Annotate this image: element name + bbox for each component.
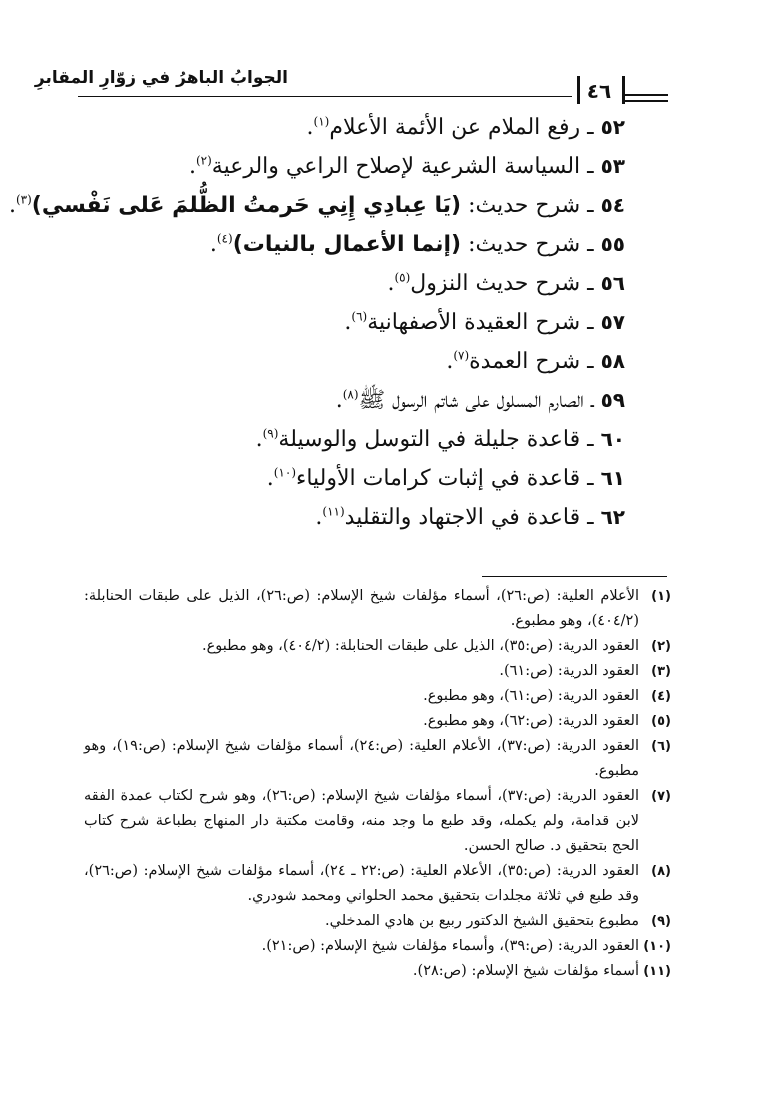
footnote-number: (١١) xyxy=(643,964,671,979)
hadith-text: (إنما الأعمال بالنيات) xyxy=(232,232,462,257)
footnote-number: (٢) xyxy=(651,639,671,654)
footnote xyxy=(84,584,671,634)
list-item: ٦٢ ـ قاعدة في الاجتهاد والتقليد$^{(١١)}$. xyxy=(315,504,625,530)
list-item: ٥٢ ـ رفع الملام عن الأئمة الأعلام$^{(١)}$. xyxy=(306,114,625,140)
footnote-number: (٨) xyxy=(651,864,671,879)
footnote-ref: (١) xyxy=(313,114,330,129)
footnotes xyxy=(84,584,671,984)
list-item: ٦٠ ـ قاعدة جليلة في التوسل والوسيلة$^{(٩)}$. xyxy=(255,426,625,452)
item-title: شرح حديث النزول xyxy=(410,271,581,296)
footnote-number: (٣) xyxy=(651,664,671,679)
item-title: شرح حديث: xyxy=(461,232,581,257)
footnote-text: العقود الدرية: (ص:٣٩)، وأسماء مؤلفات شيخ الإسلام: (ص:٢١). xyxy=(261,938,639,954)
footnote-number: (٤) xyxy=(651,689,671,704)
list-item: ٥٦ ـ شرح حديث النزول$^{(٥)}$. xyxy=(387,270,625,296)
footnote-number: (١) xyxy=(651,589,671,604)
item-number: ٥٤ xyxy=(600,193,625,217)
footnote-text: العقود الدرية: (ص:٣٥)، الذيل على طبقات الحنابلة: (٤٠٤/٢)، وهو مطبوع. xyxy=(202,638,639,654)
item-title: قاعدة في الاجتهاد والتقليد xyxy=(344,505,581,530)
list-item: ٥٨ ـ شرح العمدة$^{(٧)}$. xyxy=(446,348,625,374)
item-number: ٥٢ xyxy=(600,115,625,139)
item-number: ٦٢ xyxy=(600,505,625,529)
footnote-ref: (٦) xyxy=(351,309,368,324)
footnote-number: (١٠) xyxy=(643,939,671,954)
list-item: ٦١ ـ قاعدة في إثبات كرامات الأولياء$^{(١٠)}$. xyxy=(266,465,625,491)
footnote-ref: (٧) xyxy=(453,348,470,363)
item-title: السياسة الشرعية لإصلاح الراعي والرعية xyxy=(211,154,581,179)
list-item: ٥٩ ـ الصارم المسلول على شاتم الرسول ﷺ$^{(٨)}$. xyxy=(335,387,625,413)
footnote-text: العقود الدرية: (ص:٦١)، وهو مطبوع. xyxy=(423,688,639,704)
footnote xyxy=(84,684,671,709)
footnote-number: (٥) xyxy=(651,714,671,729)
footnote-ref: (٨) xyxy=(342,387,359,402)
footnote-text: الأعلام العلية: (ص:٢٦)، أسماء مؤلفات شيخ الإسلام: (ص:٢٦)، الذيل على طبقات الحنابلة: (٤٠٤/٢)، وهو مطبوع. xyxy=(84,588,639,629)
item-title: رفع الملام عن الأئمة الأعلام xyxy=(329,115,581,140)
book-list xyxy=(8,108,625,537)
footnote-text: العقود الدرية: (ص:٣٧)، الأعلام العلية: (ص:٢٤)، أسماء مؤلفات شيخ الإسلام: (ص:١٩)، وهو مطبوع. xyxy=(84,738,639,779)
footnote-separator xyxy=(482,576,667,577)
footnote-ref: (٢) xyxy=(195,153,212,168)
item-title: الصارم المسلول على شاتم الرسول ﷺ xyxy=(358,388,584,413)
item-number: ٥٦ xyxy=(600,271,625,295)
footnote xyxy=(84,859,671,909)
page-header xyxy=(0,0,757,110)
footnote xyxy=(84,634,671,659)
footnote-ref: (٩) xyxy=(262,426,279,441)
item-number: ٥٧ xyxy=(600,310,625,334)
footnote-number: (٩) xyxy=(651,914,671,929)
footnote-ref: (١١) xyxy=(322,504,345,519)
header-rule-left xyxy=(78,96,572,97)
item-title: شرح حديث: xyxy=(461,193,581,218)
footnote-text: العقود الدرية: (ص:٣٧)، أسماء مؤلفات شيخ الإسلام: (ص:٢٦)، وهو شرح لكتاب عمدة الفقه لابن قدامة، ولم يكمله، وقد طبع ما وجد منه، وقامت مكتبة دار المنهاج بطباعة شرح كتاب الحج بتحقيق د. صالح الحسن. xyxy=(84,788,639,854)
list-item: ٥٣ ـ السياسة الشرعية لإصلاح الراعي والرعية$^{(٢)}$. xyxy=(188,153,625,179)
item-title: قاعدة جليلة في التوسل والوسيلة xyxy=(278,427,581,452)
footnote-ref: (٣) xyxy=(15,192,32,207)
footnote-ref: (٥) xyxy=(394,270,411,285)
footnote-text: مطبوع بتحقيق الشيخ الدكتور ربيع بن هادي المدخلي. xyxy=(325,913,639,929)
item-number: ٥٣ xyxy=(600,154,625,178)
footnote xyxy=(84,934,671,959)
item-number: ٦٠ xyxy=(600,427,625,451)
header-double-rule-bottom xyxy=(624,100,668,102)
item-title: شرح العمدة xyxy=(469,349,581,374)
list-item: ٥٤ ـ شرح حديث: (يَا عِبادِي إِنِي حَرمتُ الظُّلمَ عَلى نَفْسي)$^{(٣)}$. xyxy=(8,192,625,218)
footnote xyxy=(84,909,671,934)
footnote xyxy=(84,784,671,859)
list-item: ٥٥ ـ شرح حديث: (إنما الأعمال بالنيات)$^{(٤)}$. xyxy=(209,231,625,257)
item-number: ٥٨ xyxy=(600,349,625,373)
list-item: ٥٧ ـ شرح العقيدة الأصفهانية$^{(٦)}$. xyxy=(344,309,625,335)
page-number: ٤٦ xyxy=(586,79,612,103)
footnote-ref: (١٠) xyxy=(273,465,296,480)
footnote xyxy=(84,659,671,684)
footnote xyxy=(84,734,671,784)
running-title: الجوابُ الباهرُ في زوّارِ المقابرِ xyxy=(34,68,288,88)
footnote xyxy=(84,959,671,984)
footnote-ref: (٤) xyxy=(216,231,233,246)
footnote-text: العقود الدرية: (ص:٦١). xyxy=(499,663,639,679)
hadith-text: (يَا عِبادِي إِنِي حَرمتُ الظُّلمَ عَلى نَفْسي) xyxy=(31,193,462,218)
footnote-number: (٦) xyxy=(651,739,671,754)
item-title: قاعدة في إثبات كرامات الأولياء xyxy=(296,466,581,491)
item-number: ٦١ xyxy=(600,466,625,490)
item-number: ٥٥ xyxy=(600,232,625,256)
footnote xyxy=(84,709,671,734)
item-title: شرح العقيدة الأصفهانية xyxy=(367,310,581,335)
footnote-number: (٧) xyxy=(651,789,671,804)
footnote-text: العقود الدرية: (ص:٦٢)، وهو مطبوع. xyxy=(423,713,639,729)
footnote-text: العقود الدرية: (ص:٣٥)، الأعلام العلية: (ص:٢٢ ـ ٢٤)، أسماء مؤلفات شيخ الإسلام: (ص:٢٦)، وقد طبع في ثلاثة مجلدات بتحقيق محمد الحلواني ومحمد شودري. xyxy=(84,863,639,904)
footnote-text: أسماء مؤلفات شيخ الإسلام: (ص:٢٨). xyxy=(412,963,639,979)
item-number: ٥٩ xyxy=(600,388,625,412)
header-double-rule-top xyxy=(624,94,668,96)
